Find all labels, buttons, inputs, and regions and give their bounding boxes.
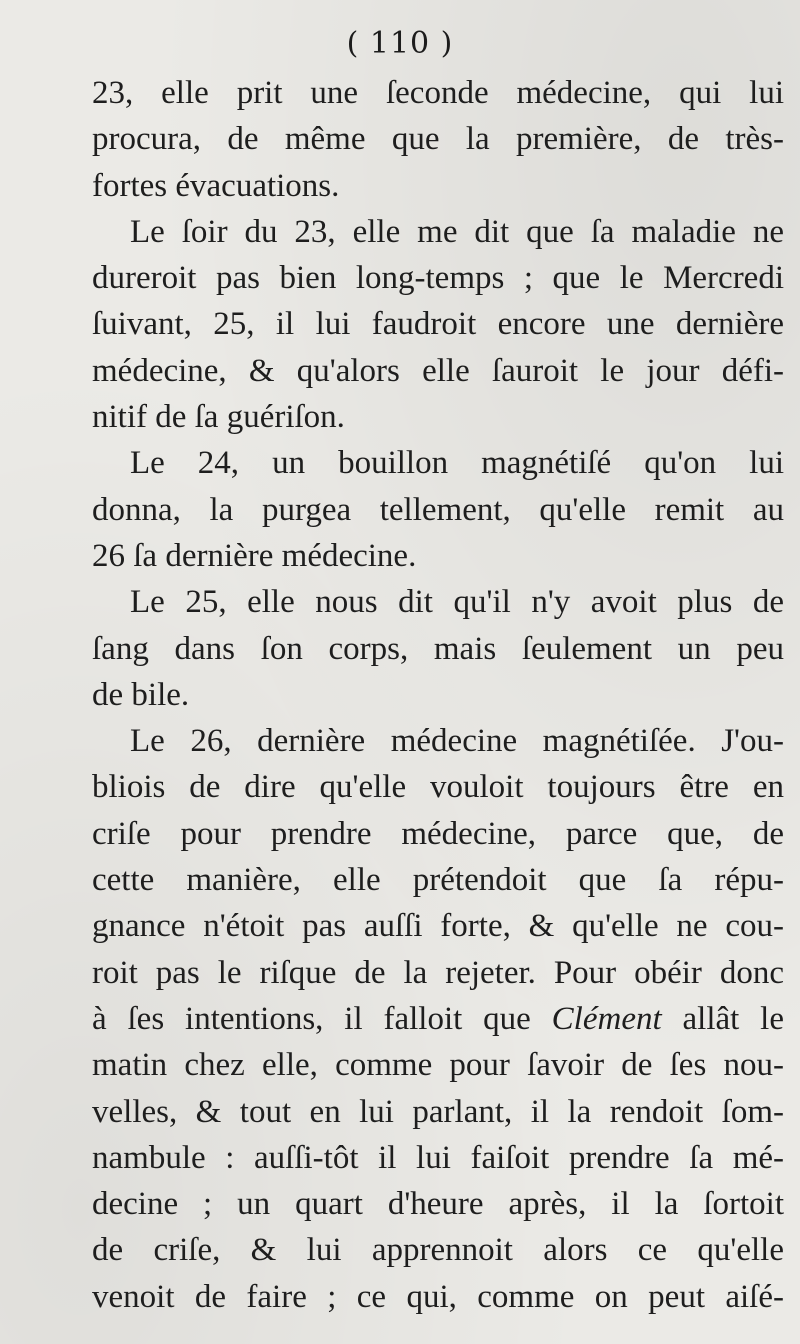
text-line: médecine, & qu'alors elle ſauroit le jour défi- [92, 352, 784, 389]
text-line: ſang dans ſon corps, mais ſeulement un peu [92, 630, 784, 667]
paragraph [92, 440, 784, 579]
text-line [92, 996, 784, 1042]
text-line: Le 26, dernière médecine magnétiſée. J'ou- [130, 723, 784, 760]
text-line: criſe pour prendre médecine, parce que, de [92, 815, 784, 852]
text-line: venoit de faire ; ce qui, comme on peut aiſé- [92, 1278, 784, 1315]
text-line: Le 24, un bouillon magnétiſé qu'on lui [130, 445, 784, 482]
text-line: de criſe, & lui apprennoit alors ce qu'elle [92, 1232, 784, 1269]
paragraph [92, 209, 784, 440]
text-segment: à ſes intentions, il falloit que [92, 1000, 552, 1037]
text-line: nambule : auſſi-tôt il lui faiſoit prendre ſa mé- [92, 1139, 784, 1176]
page-number: ( 110 ) [346, 26, 454, 61]
text-line: 23, elle prit une ſeconde médecine, qui lui [92, 75, 784, 111]
text-line: matin chez elle, comme pour ſavoir de ſes nou- [92, 1047, 784, 1084]
paragraph [92, 718, 784, 1320]
text-line: velles, & tout en lui parlant, il la rendoit ſom- [92, 1093, 784, 1130]
text-line: fortes évacuations. [92, 167, 340, 204]
text-line: gnance n'étoit pas auſſi forte, & qu'elle ne cou- [92, 908, 784, 945]
text-line: Le 25, elle nous dit qu'il n'y avoit plus de [130, 584, 784, 621]
text-line: ſuivant, 25, il lui faudroit encore une dernière [92, 306, 784, 343]
text-line: bliois de dire qu'elle vouloit toujours être en [92, 769, 784, 806]
text-line: dureroit pas bien long-temps ; que le Mercredi [92, 260, 784, 297]
text-line: Le ſoir du 23, elle me dit que ſa maladie ne [130, 213, 784, 250]
text-line: procura, de même que la première, de très- [92, 121, 784, 158]
text-line: nitif de ſa guériſon. [92, 399, 345, 436]
text-line: 26 ſa dernière médecine. [92, 537, 417, 574]
text-line: decine ; un quart d'heure après, il la ſortoit [92, 1186, 784, 1223]
text-line: donna, la purgea tellement, qu'elle remit au [92, 491, 784, 528]
person-name: Clément [551, 1000, 662, 1037]
text-line: de bile. [92, 676, 190, 713]
text-segment: allât le [661, 1000, 784, 1037]
text-line: roit pas le riſque de la rejeter. Pour obéir donc [92, 954, 784, 991]
paragraph [92, 70, 784, 209]
paragraph [92, 579, 784, 718]
body-text [92, 70, 784, 1320]
text-line: cette manière, elle prétendoit que ſa répu- [92, 862, 784, 899]
